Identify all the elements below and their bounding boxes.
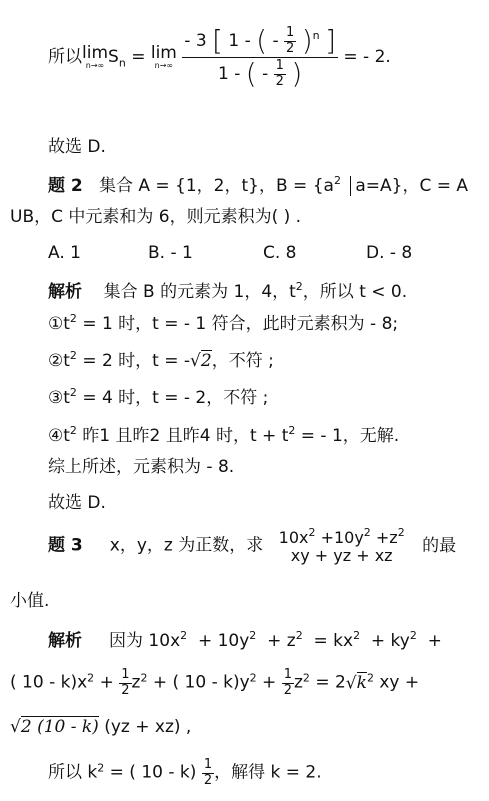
question-2-label: 题 2 xyxy=(48,176,83,196)
analysis-2-line-1: 解析 集合 B 的元素为 1，4，$t^2$，所以 t < 0. xyxy=(48,280,408,302)
answer-line-2: 故选 D. xyxy=(48,493,106,513)
s-symbol: S xyxy=(108,46,119,67)
analysis-2-case-1: $①t^2 = 1$ 时，t = - 1 符合，此时元素积为 - 8; xyxy=(48,312,399,334)
question-2-line-2: UB，C 中元素和为 6，则元素积为( ) . xyxy=(10,207,302,227)
question-3-fraction: $10x^2 +10y^2 +z^2$ xy + yz + xz xyxy=(278,526,405,566)
option-d: D. - 8 xyxy=(366,243,413,263)
analysis-3-line-2: ( $10 - k)x^2$ + $\frac{1}{2}$ $z^2$ + ( $10 - k)y^2$ + $\frac{1}{2}$ $z^2 = 2√k^2$ xy + xyxy=(10,667,420,698)
question-3-line-1: 题 3 x，y，z 为正数，求 $10x^2 +10y^2 +z^2$ xy + yz + xz 的最 xyxy=(48,526,457,566)
limit-prefix: 所以 xyxy=(48,46,82,67)
analysis-3-line-3: √2 (10 - k) (yz + xz) , xyxy=(10,717,192,737)
option-b: B. - 1 xyxy=(148,243,193,263)
analysis-2-summary: 综上所述，元素积为 - 8. xyxy=(48,457,235,477)
option-a: A. 1 xyxy=(48,243,81,263)
question-2-line-1: 题 2 集合 A = {1，2，t}，$B = \{a^2$ a=A}，C = A xyxy=(48,174,469,196)
limit-fraction xyxy=(182,25,338,90)
analysis-2-case-2: $②t^2 = 2$ 时，t = -√2，不符 ; xyxy=(48,349,274,371)
analysis-3-line-4: 所以 $k^2$ = ( 10 - k) $\frac{1}{2}$ ，解得 k = 2. xyxy=(48,757,322,788)
limit-result: = - 2. xyxy=(343,46,391,67)
analysis-3-label: 解析 xyxy=(48,631,82,651)
limit-operator-2: lim n→∞ xyxy=(150,43,177,71)
analysis-2-case-4: $④t^2$ 昨1 且昨2 且昨4 时，$t + t^2$ = - 1，无解. xyxy=(48,424,400,446)
limit-denominator: 1 - ( - $\frac{1}{2}$ ) xyxy=(218,57,303,91)
answer-line-1: 故选 D. xyxy=(48,137,106,157)
limit-operator: lim n→∞ xyxy=(82,43,109,71)
question-3-label: 题 3 xyxy=(48,535,83,556)
analysis-2-case-3: $③t^2 = 4$ 时，t = - 2，不符 ; xyxy=(48,386,269,408)
limit-expression: 所以 lim n→∞ $S_n$ = lim n→∞ - 3 [ 1 - ( - $\frac{1}{2}$ )$^n$ ] 1 - ( - $\frac{1}{2}$ ) = - 2. xyxy=(48,24,391,91)
question-3-line-2: 小值. xyxy=(10,591,50,611)
analysis-2-label: 解析 xyxy=(48,282,82,302)
limit-numerator: - 3 [ 1 - ( - $\frac{1}{2}$ )$^n$ ] xyxy=(184,24,336,57)
analysis-3-line-1: 解析 因为 $10x^2 + 10y^2 + z^2 = kx^2 + ky^2$ + xyxy=(48,629,442,651)
option-c: C. 8 xyxy=(263,243,297,263)
